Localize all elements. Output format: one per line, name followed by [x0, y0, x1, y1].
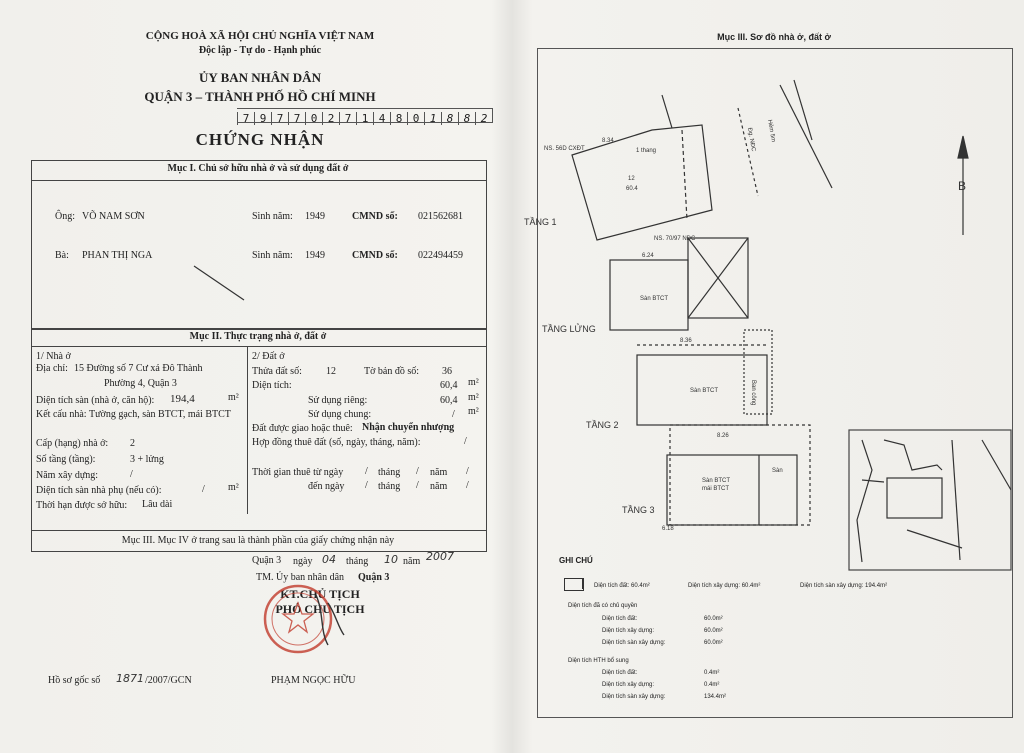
- added-value: 0.4m²: [704, 670, 720, 676]
- country-name: CỘNG HOÀ XÃ HỘI CHỦ NGHĨA VIỆT NAM: [145, 30, 375, 42]
- owner2-name: PHAN THỊ NGA: [82, 250, 153, 261]
- t1-top-label: NS. 56D CXĐT: [544, 146, 585, 152]
- owned-label: Diện tích đất:: [602, 616, 638, 622]
- owner1-id: 021562681: [418, 211, 463, 222]
- t1-bottom-label: NS. 70/97 NĐC: [654, 236, 696, 242]
- month-label: tháng: [378, 467, 401, 478]
- floor-area: 194,4: [170, 393, 195, 405]
- loft-floor: Sàn BTCT: [640, 296, 669, 302]
- owner2-prefix: Bà:: [55, 250, 69, 261]
- t1-road: Đg. NĐC: [746, 127, 757, 152]
- file-label: Hồ sơ gốc số: [48, 675, 101, 686]
- code-digit: 2: [322, 112, 339, 125]
- lease-from-month: /: [416, 466, 419, 477]
- lease-to-year: /: [466, 480, 469, 491]
- legend-land: Diện tích đất: 60.4m²: [594, 583, 650, 589]
- aux-area: /: [202, 484, 205, 495]
- owned-label: Diện tích sàn xây dựng:: [602, 640, 666, 646]
- sign-day-label: ngày: [293, 556, 313, 567]
- owner2-birth: 1949: [305, 250, 325, 261]
- sign-month-label: tháng: [346, 556, 369, 567]
- dim-c: 8.36: [680, 338, 692, 344]
- floors-label: Số tầng (tầng):: [36, 454, 96, 465]
- divider: [31, 180, 486, 181]
- common-use-label: Sử dụng chung:: [308, 409, 372, 420]
- lease-from-label: Thời gian thuê từ ngày: [252, 467, 344, 478]
- legend-swatch-divider: [582, 578, 584, 589]
- code-digit: 9: [254, 112, 271, 125]
- lease-from-year: /: [466, 466, 469, 477]
- owner1-id-label: CMND số:: [352, 211, 398, 222]
- on-behalf-district: Quận 3: [358, 572, 390, 583]
- section3-title: Mục III. Sơ đồ nhà ở, đất ở: [717, 32, 831, 42]
- t1-area: 60.4: [626, 186, 638, 192]
- owner2-birth-label: Sinh năm:: [252, 250, 293, 261]
- north-label: B: [958, 179, 967, 193]
- private-use-label: Sử dụng riêng:: [308, 395, 368, 406]
- divider: [31, 530, 486, 531]
- certificate-code: [237, 108, 493, 123]
- code-digit: 8: [390, 112, 407, 125]
- committee-name: ỦY BAN NHÂN DÂN: [199, 70, 321, 85]
- official-stamp: [258, 583, 356, 655]
- floor-area-unit: m²: [228, 392, 239, 403]
- role-line2: PHÓ CHỦ TỊCH: [275, 602, 365, 616]
- ownership-term-label: Thời hạn được sở hữu:: [36, 500, 128, 511]
- added-value: 0.4m²: [704, 682, 720, 688]
- land-heading: 2/ Đất ở: [252, 351, 285, 362]
- owner1-prefix: Ông:: [55, 211, 75, 222]
- grade-label: Cấp (hạng) nhà ở:: [36, 438, 109, 449]
- code-digit: 1: [356, 112, 373, 125]
- aux-area-unit: m²: [228, 482, 239, 493]
- land-area-unit: m²: [468, 377, 479, 388]
- t1-lot: 12: [628, 176, 635, 182]
- t3-floor: Sàn BTCT: [702, 478, 731, 484]
- lease-contract: /: [464, 436, 467, 447]
- land-area-label: Diện tích:: [252, 380, 292, 391]
- common-use-unit: m²: [468, 406, 479, 417]
- t2-floor: Sàn BTCT: [690, 388, 719, 394]
- motto: Độc lập - Tự do - Hạnh phúc: [198, 45, 322, 56]
- cancel-stroke: [190, 262, 250, 306]
- sign-month: 10: [384, 553, 398, 566]
- sign-year: 2007: [426, 550, 454, 563]
- divider: [247, 346, 248, 514]
- on-behalf: TM. Ủy ban nhân dân: [256, 572, 345, 583]
- added-label: Diện tích đất:: [602, 670, 638, 676]
- certificate-title: CHỨNG NHẬN: [195, 130, 325, 149]
- code-digit: 7: [339, 112, 356, 125]
- year-label: năm: [430, 481, 448, 492]
- owner1-birth: 1949: [305, 211, 325, 222]
- section2-title: Mục II. Thực trạng nhà ở, đất ở: [189, 331, 327, 342]
- label-tang2: TẦNG 2: [586, 420, 619, 430]
- code-digit: 1: [424, 112, 441, 125]
- dim-d: 6.18: [662, 526, 674, 532]
- dim-e: 8.26: [717, 433, 729, 439]
- file-number: 1871: [116, 672, 144, 685]
- file-suffix: /2007/GCN: [145, 675, 192, 686]
- label-tang1: TẦNG 1: [524, 217, 557, 227]
- common-use: /: [452, 409, 455, 420]
- year-label: năm: [430, 467, 448, 478]
- address-line1: 15 Đường số 7 Cư xá Đô Thành: [74, 363, 203, 374]
- loft-outline: [610, 260, 688, 330]
- grade: 2: [130, 438, 135, 449]
- t1-alley: Hẻm 5m: [766, 119, 776, 143]
- t1-outline: [572, 125, 712, 240]
- label-tang-lung: TẦNG LỬNG: [542, 324, 596, 334]
- legend-swatch: [564, 578, 584, 591]
- floor-area-label: Diện tích sàn (nhà ở, căn hộ):: [36, 395, 155, 406]
- owner1-birth-label: Sinh năm:: [252, 211, 293, 222]
- aux-area-label: Diện tích sàn nhà phụ (nếu có):: [36, 485, 162, 496]
- dim-b: 6.24: [642, 253, 654, 259]
- t2-balcony: Ban công: [750, 380, 756, 406]
- sign-year-label: năm: [403, 556, 421, 567]
- origin: Nhận chuyển nhượng: [362, 422, 455, 433]
- owned-value: 60.0m²: [704, 640, 723, 646]
- private-use-unit: m²: [468, 392, 479, 403]
- house-heading: 1/ Nhà ở: [36, 351, 71, 362]
- code-digit: 7: [237, 112, 254, 125]
- map-number: 36: [442, 366, 452, 377]
- dim-a: 8.34: [602, 138, 614, 144]
- parcel-label: Thửa đất số:: [252, 366, 302, 377]
- legend-build: Diện tích xây dựng: 60.4m²: [688, 583, 761, 589]
- ownership-term: Lâu dài: [142, 499, 173, 510]
- code-digit: 7: [271, 112, 288, 125]
- t1-stair-label: 1 thang: [636, 148, 657, 154]
- structure-label: Kết cấu nhà:: [36, 409, 87, 420]
- lease-to-day: /: [365, 480, 368, 491]
- land-area: 60,4: [440, 380, 458, 391]
- added-label: Diện tích sàn xây dựng:: [602, 694, 666, 700]
- year-built: /: [130, 469, 133, 480]
- added-title: Diện tích HTH bổ sung: [568, 658, 629, 664]
- owned-value: 60.0m²: [704, 616, 723, 622]
- code-digit: 4: [373, 112, 390, 125]
- lease-contract-label: Hợp đồng thuê đất (số, ngày, tháng, năm):: [252, 437, 421, 448]
- role-line1: KT.CHỦ TỊCH: [280, 587, 360, 601]
- legend-floor: Diện tích sàn xây dựng: 194.4m²: [800, 583, 888, 589]
- lease-from-day: /: [365, 466, 368, 477]
- code-digit: 0: [407, 112, 424, 125]
- legend-title: GHI CHÚ: [559, 556, 593, 565]
- year-label: Năm xây dựng:: [36, 470, 99, 481]
- owned-label: Diện tích xây dựng:: [602, 628, 655, 634]
- code-digit: 0: [305, 112, 322, 125]
- lease-to-label: đến ngày: [308, 481, 345, 492]
- code-digit: 8: [458, 112, 475, 125]
- owner2-id-label: CMND số:: [352, 250, 398, 261]
- owner-section: [31, 160, 487, 330]
- added-label: Diện tích xây dựng:: [602, 682, 655, 688]
- sign-place: Quận 3: [252, 555, 282, 566]
- divider: [31, 346, 486, 347]
- sign-day: 04: [322, 553, 336, 566]
- signer-name: PHẠM NGỌC HỮU: [271, 675, 356, 686]
- code-digit: 7: [288, 112, 305, 125]
- owned-value: 60.0m²: [704, 628, 723, 634]
- origin-label: Đất được giao hoặc thuê:: [252, 423, 353, 434]
- label-tang3: TẦNG 3: [622, 505, 655, 515]
- owner2-id: 022494459: [418, 250, 463, 261]
- lease-to-month: /: [416, 480, 419, 491]
- attachment-note: Mục III. Mục IV ở trang sau là thành phần của giấy chứng nhận này: [121, 535, 395, 546]
- code-digit: 8: [441, 112, 458, 125]
- t3-roof: mái BTCT: [702, 486, 729, 492]
- floor-plans: [512, 0, 1024, 753]
- owned-title: Diện tích đã có chủ quyền: [568, 603, 638, 609]
- site-plan-page: [512, 0, 1024, 753]
- district-name: QUẬN 3 – THÀNH PHỐ HỒ CHÍ MINH: [144, 89, 376, 104]
- t3-outline: [667, 455, 797, 525]
- address-label: Địa chỉ:: [36, 363, 68, 374]
- address-line2: Phường 4, Quận 3: [104, 378, 177, 389]
- t3-terrace: Sàn: [772, 468, 783, 474]
- added-value: 134.4m²: [704, 694, 727, 700]
- private-use: 60,4: [440, 395, 458, 406]
- floors: 3 + lửng: [130, 454, 164, 465]
- certificate-page: [0, 0, 510, 753]
- structure: Tường gạch, sàn BTCT, mái BTCT: [89, 409, 231, 420]
- section1-title: Mục I. Chủ sở hữu nhà ở và sử dụng đất ở: [167, 163, 349, 174]
- parcel-number: 12: [326, 366, 336, 377]
- owner1-name: VÕ NAM SƠN: [82, 211, 145, 222]
- month-label: tháng: [378, 481, 401, 492]
- map-label: Tờ bản đồ số:: [364, 366, 420, 377]
- code-digit: 2: [475, 112, 492, 125]
